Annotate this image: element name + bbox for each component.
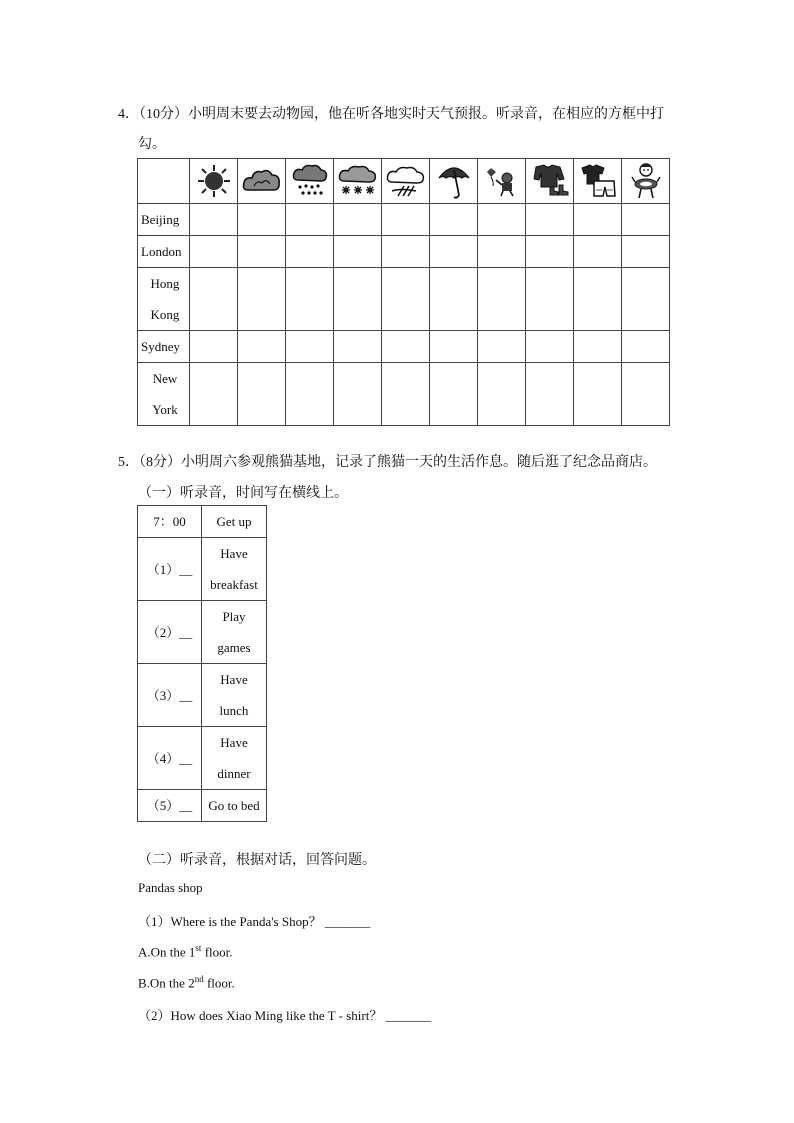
check-box[interactable] bbox=[382, 268, 430, 331]
umbrella-icon bbox=[430, 162, 477, 200]
question-5-part2: （二）听录音，根据对话，回答问题。 bbox=[138, 853, 376, 868]
kite-boy-icon bbox=[478, 164, 525, 198]
check-box[interactable] bbox=[334, 268, 382, 331]
check-box[interactable] bbox=[382, 363, 430, 426]
city-label bbox=[138, 236, 190, 268]
city-name-line: York bbox=[152, 402, 178, 417]
activity-cell bbox=[202, 727, 267, 790]
city-row bbox=[138, 204, 670, 236]
city-label bbox=[138, 268, 190, 331]
check-box[interactable] bbox=[622, 268, 670, 331]
icon-cell bbox=[574, 159, 622, 204]
question-4-text: 4．（10分）小明周末要去动物园，他在听各地实时天气预报。听录音，在相应的方框中打 bbox=[118, 107, 664, 122]
schedule-table bbox=[137, 505, 267, 822]
check-box[interactable] bbox=[574, 236, 622, 268]
check-box[interactable] bbox=[526, 268, 574, 331]
city-name-line: Beijing bbox=[141, 212, 180, 227]
check-box[interactable] bbox=[382, 236, 430, 268]
check-box[interactable] bbox=[430, 236, 478, 268]
check-box[interactable] bbox=[286, 363, 334, 426]
check-box[interactable] bbox=[238, 204, 286, 236]
icon-cell bbox=[286, 159, 334, 204]
city-row bbox=[138, 363, 670, 426]
check-box[interactable] bbox=[622, 204, 670, 236]
icon-cell bbox=[478, 159, 526, 204]
time-cell[interactable]: （5）__ bbox=[138, 790, 202, 822]
check-box[interactable] bbox=[478, 363, 526, 426]
schedule-row bbox=[138, 538, 267, 601]
city-name-line: New bbox=[152, 371, 178, 386]
cloudy-icon bbox=[238, 166, 285, 196]
time-cell[interactable]: 7：00 bbox=[138, 506, 202, 538]
activity-cell bbox=[202, 790, 267, 822]
check-box[interactable] bbox=[430, 268, 478, 331]
question-5-text: 5．（8分）小明周六参观熊猫基地，记录了熊猫一天的生活作息。随后逛了纪念品商店。 bbox=[118, 455, 657, 470]
check-box[interactable] bbox=[238, 268, 286, 331]
question-1: （1）Where is the Panda's Shop？ _______ bbox=[138, 914, 371, 929]
check-box[interactable] bbox=[526, 363, 574, 426]
schedule-row bbox=[138, 601, 267, 664]
activity-line: Get up bbox=[216, 514, 252, 529]
check-box[interactable] bbox=[622, 331, 670, 363]
check-box[interactable] bbox=[286, 268, 334, 331]
check-box[interactable] bbox=[574, 268, 622, 331]
schedule-row bbox=[138, 790, 267, 822]
check-box[interactable] bbox=[622, 236, 670, 268]
check-box[interactable] bbox=[190, 268, 238, 331]
option-a: A.On the 1st floor. bbox=[138, 943, 233, 960]
sun-icon bbox=[190, 164, 237, 198]
schedule-row bbox=[138, 664, 267, 727]
corner-cell bbox=[138, 159, 190, 204]
check-box[interactable] bbox=[334, 236, 382, 268]
tshirt-shorts-icon bbox=[574, 163, 621, 199]
check-box[interactable] bbox=[286, 331, 334, 363]
activity-line: Have bbox=[220, 735, 248, 750]
check-box[interactable] bbox=[526, 204, 574, 236]
weather-table bbox=[137, 158, 670, 426]
activity-cell bbox=[202, 601, 267, 664]
city-row bbox=[138, 268, 670, 331]
icon-cell bbox=[430, 159, 478, 204]
wind-icon bbox=[382, 164, 429, 198]
activity-line: games bbox=[217, 640, 251, 655]
check-box[interactable] bbox=[430, 331, 478, 363]
activity-line: Go to bed bbox=[208, 798, 260, 813]
activity-cell bbox=[202, 538, 267, 601]
city-label bbox=[138, 331, 190, 363]
schedule-row bbox=[138, 727, 267, 790]
check-box[interactable] bbox=[526, 236, 574, 268]
shop-title: Pandas shop bbox=[138, 880, 203, 895]
check-box[interactable] bbox=[526, 331, 574, 363]
check-box[interactable] bbox=[478, 236, 526, 268]
check-box[interactable] bbox=[334, 331, 382, 363]
check-box[interactable] bbox=[334, 363, 382, 426]
check-box[interactable] bbox=[286, 204, 334, 236]
city-name-line: Sydney bbox=[141, 339, 180, 354]
city-name-line: Hong bbox=[150, 276, 180, 291]
check-box[interactable] bbox=[238, 236, 286, 268]
check-box[interactable] bbox=[478, 268, 526, 331]
activity-line: Have bbox=[220, 546, 248, 561]
time-cell[interactable]: （3）__ bbox=[138, 664, 202, 727]
schedule-row bbox=[138, 506, 267, 538]
question-2: （2）How does Xiao Ming like the T - shirt？ _______ bbox=[138, 1008, 432, 1023]
swimmer-icon bbox=[622, 162, 669, 200]
question-5-part1: （一）听录音，时间写在横线上。 bbox=[138, 486, 348, 501]
time-cell[interactable]: （1）__ bbox=[138, 538, 202, 601]
check-box[interactable] bbox=[286, 236, 334, 268]
check-box[interactable] bbox=[238, 331, 286, 363]
icon-cell bbox=[190, 159, 238, 204]
check-box[interactable] bbox=[190, 363, 238, 426]
city-row bbox=[138, 331, 670, 363]
icon-cell bbox=[622, 159, 670, 204]
activity-line: Play bbox=[222, 609, 246, 624]
check-box[interactable] bbox=[190, 331, 238, 363]
city-label bbox=[138, 204, 190, 236]
activity-line: lunch bbox=[219, 703, 249, 718]
check-box[interactable] bbox=[478, 204, 526, 236]
activity-cell bbox=[202, 506, 267, 538]
check-box[interactable] bbox=[574, 363, 622, 426]
icon-cell bbox=[526, 159, 574, 204]
check-box[interactable] bbox=[382, 204, 430, 236]
option-b: B.On the 2nd floor. bbox=[138, 974, 235, 991]
check-box[interactable] bbox=[574, 204, 622, 236]
check-box[interactable] bbox=[478, 331, 526, 363]
city-name-line: Kong bbox=[150, 307, 180, 322]
icon-cell bbox=[382, 159, 430, 204]
check-box[interactable] bbox=[574, 331, 622, 363]
check-box[interactable] bbox=[430, 363, 478, 426]
time-cell[interactable]: （2）__ bbox=[138, 601, 202, 664]
city-row bbox=[138, 236, 670, 268]
check-box[interactable] bbox=[238, 363, 286, 426]
snow-icon bbox=[334, 164, 381, 198]
sweater-boots-icon bbox=[526, 163, 573, 199]
activity-line: dinner bbox=[217, 766, 251, 781]
check-box[interactable] bbox=[622, 363, 670, 426]
city-name-line: London bbox=[141, 244, 182, 259]
activity-line: breakfast bbox=[210, 577, 258, 592]
check-box[interactable] bbox=[190, 204, 238, 236]
weather-header-row bbox=[138, 159, 670, 204]
question-4-text-cont: 勾。 bbox=[138, 137, 166, 152]
check-box[interactable] bbox=[382, 331, 430, 363]
rain-icon bbox=[286, 163, 333, 199]
icon-cell bbox=[334, 159, 382, 204]
icon-cell bbox=[238, 159, 286, 204]
check-box[interactable] bbox=[334, 204, 382, 236]
check-box[interactable] bbox=[190, 236, 238, 268]
activity-line: Have bbox=[220, 672, 248, 687]
city-label bbox=[138, 363, 190, 426]
time-cell[interactable]: （4）__ bbox=[138, 727, 202, 790]
check-box[interactable] bbox=[430, 204, 478, 236]
activity-cell bbox=[202, 664, 267, 727]
